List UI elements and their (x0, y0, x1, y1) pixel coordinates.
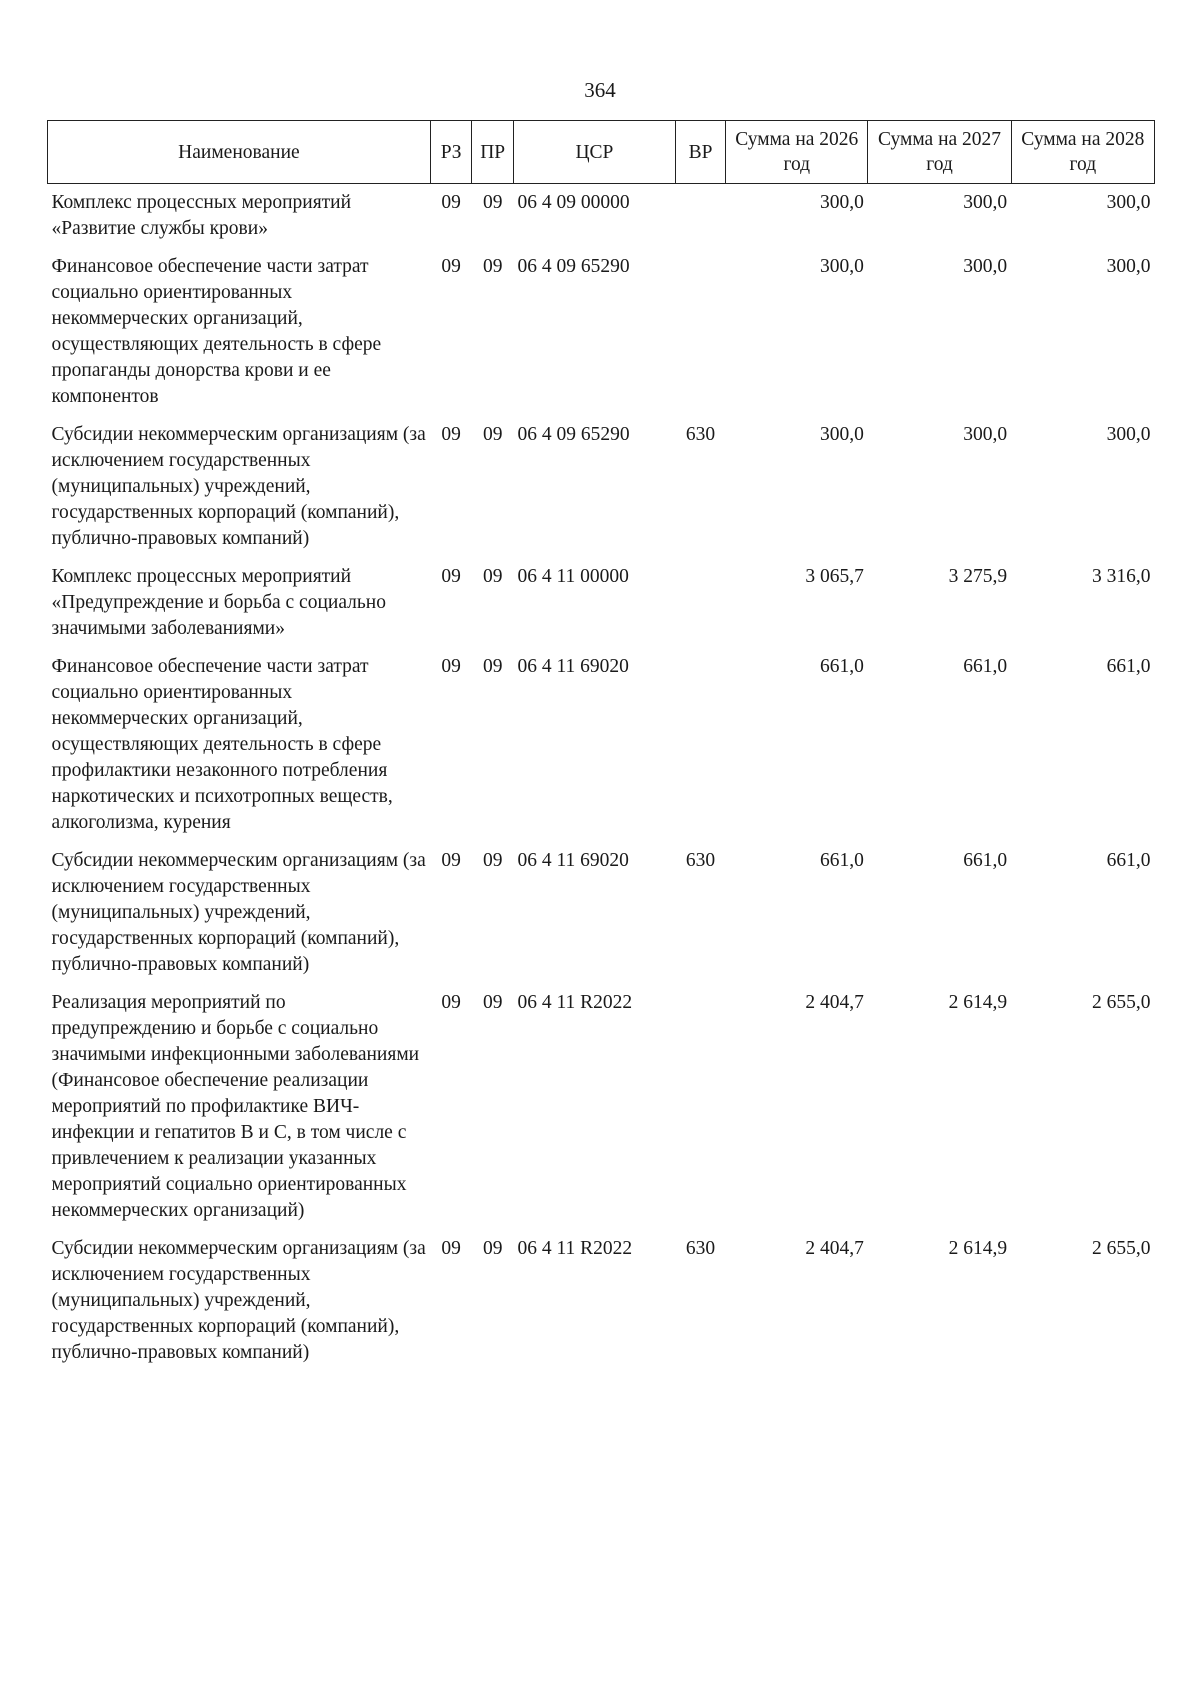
table-row (48, 1230, 1155, 1372)
row-rz: 09 (441, 1238, 461, 1259)
row-vr: 630 (685, 424, 716, 445)
row-csr: 06 4 09 65290 (517, 424, 630, 445)
row-sum-2026: 2 404,7 (805, 992, 864, 1013)
table-row (48, 648, 1155, 842)
row-sum-2027: 661,0 (963, 656, 1008, 677)
row-sum-2027: 3 275,9 (948, 566, 1008, 587)
row-sum-2028: 3 316,0 (1092, 566, 1151, 587)
header-vr: ВР (675, 121, 725, 184)
row-sum-2028: 300,0 (1106, 192, 1151, 213)
row-vr: 630 (685, 850, 716, 871)
row-csr: 06 4 09 65290 (517, 256, 630, 277)
row-sum-2028: 661,0 (1106, 850, 1151, 871)
row-pr: 09 (482, 566, 503, 587)
row-pr: 09 (482, 656, 503, 677)
row-pr: 09 (482, 992, 503, 1013)
header-name: Наименование (48, 121, 431, 184)
row-sum-2027: 300,0 (963, 192, 1008, 213)
budget-table (47, 120, 1155, 1372)
row-name: Субсидии некоммерческим организациям (за исключением государственных (муниципальных) учреждений, государственных корпораций (компаний), публично-правовых компаний) (51, 424, 426, 549)
row-csr: 06 4 11 69020 (517, 656, 629, 677)
row-sum-2026: 300,0 (820, 424, 864, 445)
row-name: Финансовое обеспечение части затрат социально ориентированных некоммерческих организаций, осуществляющих деятельность в сфере пропаганды донорства крови и ее компонентов (51, 256, 382, 407)
row-sum-2028: 300,0 (1106, 256, 1151, 277)
row-sum-2026: 661,0 (820, 850, 864, 871)
row-csr: 06 4 11 R2022 (517, 1238, 633, 1259)
row-csr: 06 4 09 00000 (517, 192, 630, 213)
row-rz: 09 (441, 192, 461, 213)
row-csr: 06 4 11 R2022 (517, 992, 633, 1013)
row-sum-2026: 2 404,7 (805, 1238, 864, 1259)
row-sum-2028: 300,0 (1106, 424, 1151, 445)
header-rz: РЗ (430, 121, 472, 184)
header-sum-2028: Сумма на 2028 год (1011, 121, 1154, 184)
row-rz: 09 (441, 992, 461, 1013)
row-sum-2026: 3 065,7 (805, 566, 864, 587)
row-rz: 09 (441, 256, 461, 277)
row-pr: 09 (482, 256, 503, 277)
row-vr (675, 648, 725, 842)
row-pr: 09 (482, 1238, 503, 1259)
row-csr: 06 4 11 00000 (517, 566, 629, 587)
row-vr (675, 984, 725, 1230)
row-sum-2027: 300,0 (963, 256, 1008, 277)
header-sum-2026: Сумма на 2026 год (726, 121, 868, 184)
row-rz: 09 (441, 656, 461, 677)
header-sum-2027: Сумма на 2027 год (868, 121, 1011, 184)
row-name: Комплекс процессных мероприятий «Предупреждение и борьба с социально значимыми заболеваниями» (51, 566, 386, 639)
page-number: 364 (584, 78, 616, 102)
row-sum-2027: 2 614,9 (948, 992, 1008, 1013)
row-rz: 09 (441, 850, 461, 871)
row-pr: 09 (482, 850, 503, 871)
row-name: Субсидии некоммерческим организациям (за исключением государственных (муниципальных) учреждений, государственных корпораций (компаний), публично-правовых компаний) (51, 850, 426, 975)
row-name: Реализация мероприятий по предупреждению и борьбе с социально значимыми инфекционными заболеваниями (Финансовое обеспечение реализации мероприятий по профилактике ВИЧ-инфекции и гепатитов B и C, в том числе с привлечением к реализации указанных мероприятий социально ориентированных некоммерческих организаций) (51, 992, 420, 1221)
header-csr: ЦСР (513, 121, 675, 184)
row-sum-2028: 2 655,0 (1092, 1238, 1151, 1259)
row-vr (675, 558, 725, 648)
table-row (48, 184, 1155, 249)
row-sum-2027: 2 614,9 (948, 1238, 1008, 1259)
row-name: Комплекс процессных мероприятий «Развитие службы крови» (51, 192, 352, 239)
row-sum-2027: 300,0 (963, 424, 1008, 445)
row-sum-2028: 2 655,0 (1092, 992, 1151, 1013)
row-pr: 09 (482, 424, 503, 445)
row-sum-2026: 300,0 (820, 256, 864, 277)
row-name: Субсидии некоммерческим организациям (за исключением государственных (муниципальных) учреждений, государственных корпораций (компаний), публично-правовых компаний) (51, 1238, 426, 1363)
row-pr: 09 (482, 192, 503, 213)
row-vr (675, 184, 725, 249)
table-header-row (48, 121, 1155, 184)
table-row (48, 248, 1155, 416)
row-sum-2028: 661,0 (1106, 656, 1151, 677)
row-vr: 630 (685, 1238, 716, 1259)
row-vr (675, 248, 725, 416)
row-rz: 09 (441, 566, 461, 587)
table-row (48, 842, 1155, 984)
row-sum-2026: 300,0 (820, 192, 864, 213)
row-sum-2027: 661,0 (963, 850, 1008, 871)
header-pr: ПР (472, 121, 514, 184)
row-csr: 06 4 11 69020 (517, 850, 629, 871)
table-row (48, 416, 1155, 558)
row-rz: 09 (441, 424, 461, 445)
row-sum-2026: 661,0 (820, 656, 864, 677)
table-row (48, 984, 1155, 1230)
table-row (48, 558, 1155, 648)
row-name: Финансовое обеспечение части затрат социально ориентированных некоммерческих организаций, осуществляющих деятельность в сфере профилактики незаконного потребления наркотических и психотропных веществ, алкоголизма, курения (51, 656, 393, 833)
